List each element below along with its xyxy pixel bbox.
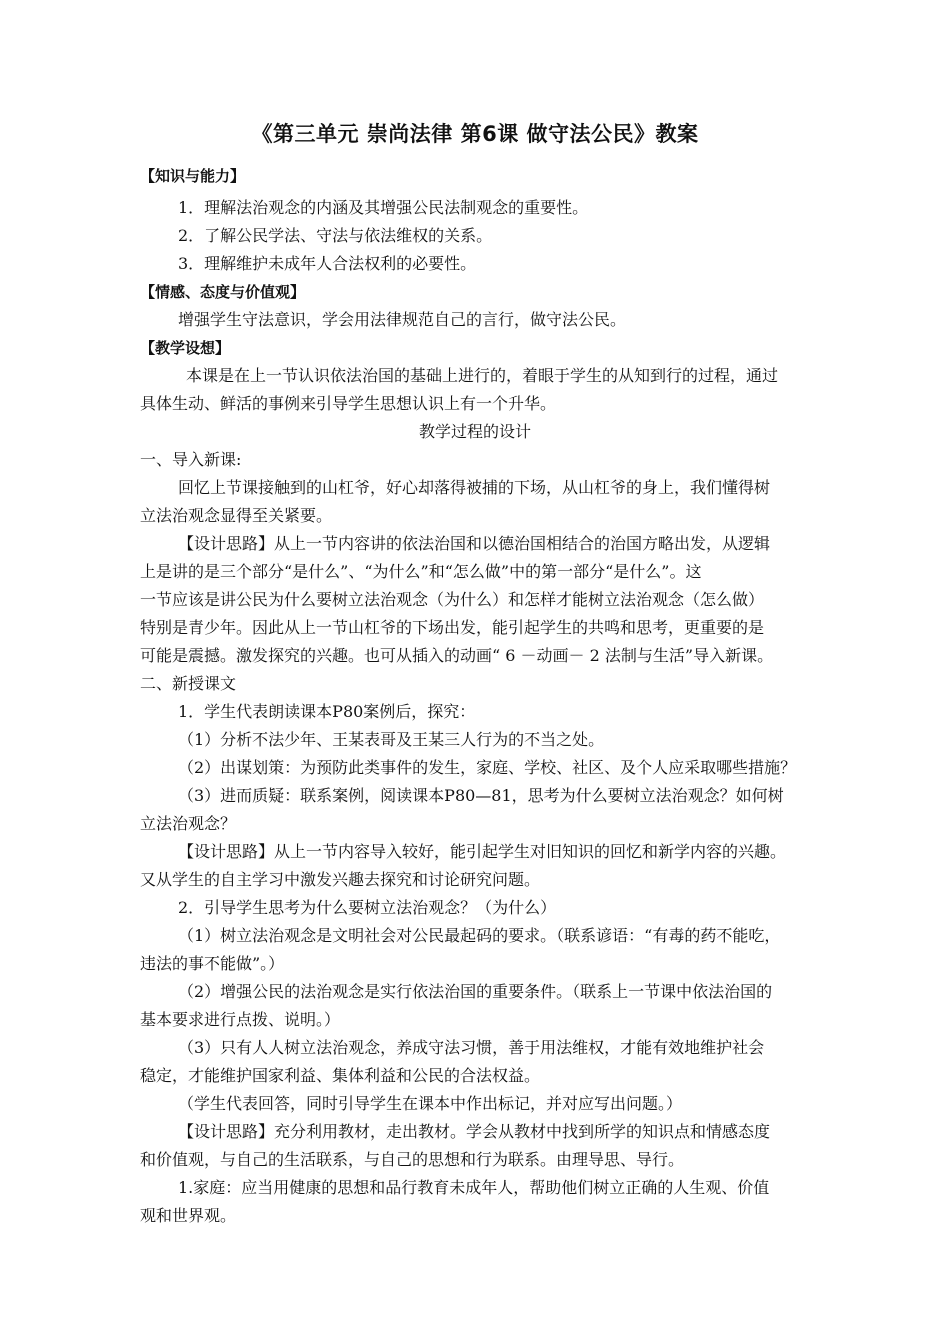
heading-knowledge: 【知识与能力】 xyxy=(140,167,246,185)
paragraph-line: 一节应该是讲公民为什么要树立法治观念（为什么）和怎样才能树立法治观念（怎么做） xyxy=(140,590,765,609)
section-heading: 一、导入新课: xyxy=(140,450,242,469)
paragraph-line: （学生代表回答，同时引导学生在课本中作出标记，并对应写出问题。） xyxy=(178,1094,683,1113)
heading-teaching-idea: 【教学设想】 xyxy=(140,339,231,357)
paragraph-line: 1．理解法治观念的内涵及其增强公民法制观念的重要性。 xyxy=(178,198,589,217)
paragraph-line: 1.家庭：应当用健康的思想和品行教育未成年人，帮助他们树立正确的人生观、价值 xyxy=(178,1178,770,1197)
paragraph-line: 特别是青少年。因此从上一节山杠爷的下场出发，能引起学生的共鸣和思考，更重要的是 xyxy=(140,618,765,637)
paragraph-line: 3．理解维护未成年人合法权利的必要性。 xyxy=(178,254,477,273)
paragraph-line: 增强学生守法意识，学会用法律规范自己的言行，做守法公民。 xyxy=(178,310,627,329)
paragraph-line: 回忆上节课接触到的山杠爷，好心却落得被捕的下场，从山杠爷的身上，我们懂得树 xyxy=(178,478,771,497)
section-heading: 二、新授课文 xyxy=(140,674,237,693)
paragraph-line: （1）树立法治观念是文明社会对公民最起码的要求。（联系谚语：“有毒的药不能吃， xyxy=(178,926,781,945)
paragraph-line: 具体生动、鲜活的事例来引导学生思想认识上有一个升华。 xyxy=(140,394,557,413)
paragraph-line: 2．了解公民学法、守法与依法维权的关系。 xyxy=(178,226,493,245)
document-title: 《第三单元 崇尚法律 第6课 做守法公民》教案 xyxy=(251,122,699,146)
paragraph-line: 可能是震撼。激发探究的兴趣。也可从插入的动画“ 6 －动画－ 2 法制与生活”导入新课。 xyxy=(140,646,774,665)
paragraph-line: 【设计思路】从上一节内容讲的依法治国和以德治国相结合的治国方略出发，从逻辑 xyxy=(178,534,771,553)
paragraph-line: 上是讲的是三个部分“是什么”、“为什么”和“怎么做”中的第一部分“是什么”。这 xyxy=(140,562,702,581)
heading-emotion: 【情感、态度与价值观】 xyxy=(140,283,306,301)
paragraph-line: 基本要求进行点拨、说明。） xyxy=(140,1010,341,1029)
paragraph-line: 违法的事不能做”。） xyxy=(140,954,285,973)
paragraph-line: 2．引导学生思考为什么要树立法治观念？（为什么） xyxy=(178,898,557,917)
paragraph-line: （2）增强公民的法治观念是实行依法治国的重要条件。（联系上一节课中依法治国的 xyxy=(178,982,773,1001)
paragraph-line: 稳定，才能维护国家利益、集体利益和公民的合法权益。 xyxy=(140,1066,541,1085)
paragraph-line: 【设计思路】从上一节内容导入较好，能引起学生对旧知识的回忆和新学内容的兴趣。 xyxy=(178,842,787,861)
paragraph-line: 立法治观念？ xyxy=(140,814,237,833)
paragraph-line: 1．学生代表朗读课本P80案例后，探究： xyxy=(178,702,476,721)
section-title: 教学过程的设计 xyxy=(418,422,531,441)
paragraph-line: 观和世界观。 xyxy=(140,1206,237,1225)
paragraph-line: （2）出谋划策：为预防此类事件的发生，家庭、学校、社区、及个人应采取哪些措施？ xyxy=(178,758,797,777)
paragraph-line: （3）进而质疑：联系案例，阅读课本P80—81，思考为什么要树立法治观念？如何树 xyxy=(178,786,784,805)
paragraph-line: 【设计思路】充分利用教材，走出教材。学会从教材中找到所学的知识点和情感态度 xyxy=(178,1122,771,1141)
paragraph-line: （1）分析不法少年、王某表哥及王某三人行为的不当之处。 xyxy=(178,730,605,749)
paragraph-line: 又从学生的自主学习中激发兴趣去探究和讨论研究问题。 xyxy=(140,870,541,889)
paragraph-line: （3）只有人人树立法治观念，养成守法习惯，善于用法维权，才能有效地维护社会 xyxy=(178,1038,765,1057)
paragraph-line: 本课是在上一节认识依法治国的基础上进行的，着眼于学生的从知到行的过程，通过 xyxy=(186,366,779,385)
paragraph-line: 立法治观念显得至关紧要。 xyxy=(140,506,333,525)
paragraph-line: 和价值观，与自己的生活联系，与自己的思想和行为联系。由理导思、导行。 xyxy=(140,1150,685,1169)
